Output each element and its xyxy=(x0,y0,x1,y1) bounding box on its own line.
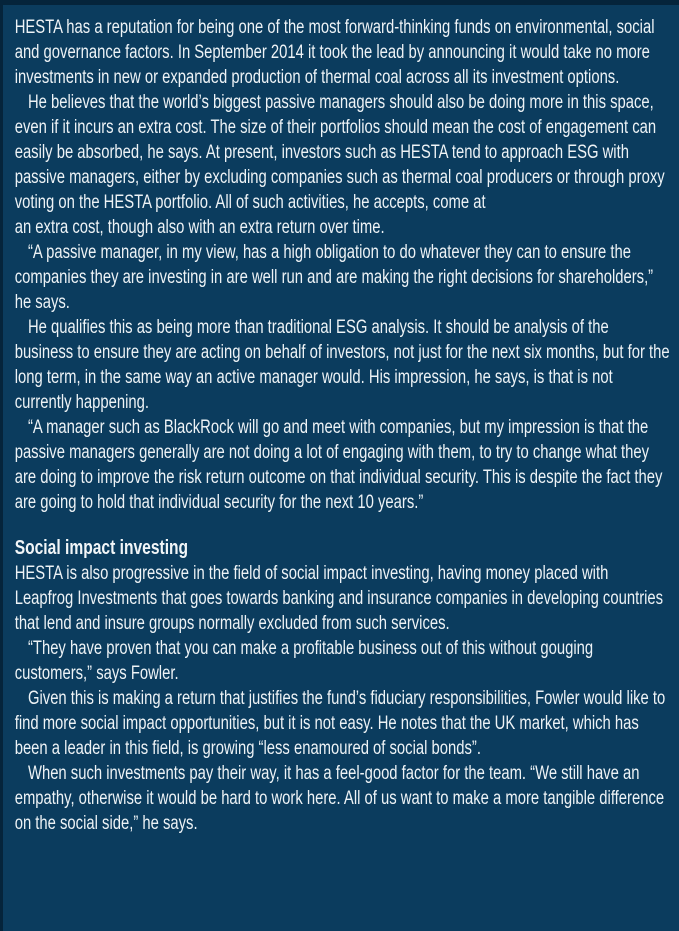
article-paragraph: “They have proven that you can make a profitable business out of this without gouging customers,” says Fowler. xyxy=(14,638,594,684)
section-heading: Social impact investing xyxy=(14,537,189,559)
article-paragraph: “A manager such as BlackRock will go and meet with companies, but my impression is that the passive managers generally are not doing a lot of engaging with them, to try to change what they are doing to improve the risk return outcome on that individual security. This is despite the fact they are going to hold that individual security for the next 10 years.” xyxy=(14,417,663,513)
article-paragraph: Given this is making a return that justifies the fund’s fiduciary responsibilities, Fowler would like to find more social impact opportunities, but it is not easy. He notes that the UK market, which has been a leader in this field, is growing “less enamoured of social bonds”. xyxy=(14,688,666,759)
article-paragraph: He believes that the world’s biggest passive managers should also be doing more in this space, even if it incurs an extra cost. The size of their portfolios should mean the cost of engagement can easily be absorbed, he says. At present, investors such as HESTA tend to approach ESG with passive managers, either by excluding companies such as thermal coal producers or through proxy voting on the HESTA portfolio. All of such activities, he accepts, come at xyxy=(14,92,665,213)
article-paragraph: HESTA has a reputation for being one of the most forward-thinking funds on environmental, social and governance factors. In September 2014 it took the lead by announcing it would take no more investments in new or expanded production of thermal coal across all its investment options. xyxy=(14,17,655,88)
article-paragraph: He qualifies this as being more than traditional ESG analysis. It should be analysis of the business to ensure they are acting on behalf of investors, not just for the next six months, but for the long term, in the same way an active manager would. His impression, he says, is that is not currently happening. xyxy=(14,317,670,413)
article-paragraph: an extra cost, though also with an extra return over time. xyxy=(14,217,385,238)
article-body xyxy=(3,5,679,836)
article-paragraph: When such investments pay their way, it has a feel-good factor for the team. “We still have an empathy, otherwise it would be hard to work here. All of us want to make a more tangible difference on the social side,” he says. xyxy=(14,763,665,834)
article-paragraph: “A passive manager, in my view, has a high obligation to do whatever they can to ensure the companies they are investing in are well run and are making the right decisions for shareholders,” he says. xyxy=(14,242,654,313)
article-paragraph: HESTA is also progressive in the field of social impact investing, having money placed with Leapfrog Investments that goes towards banking and insurance companies in developing countries that lend and insure groups normally excluded from such services. xyxy=(14,563,664,634)
